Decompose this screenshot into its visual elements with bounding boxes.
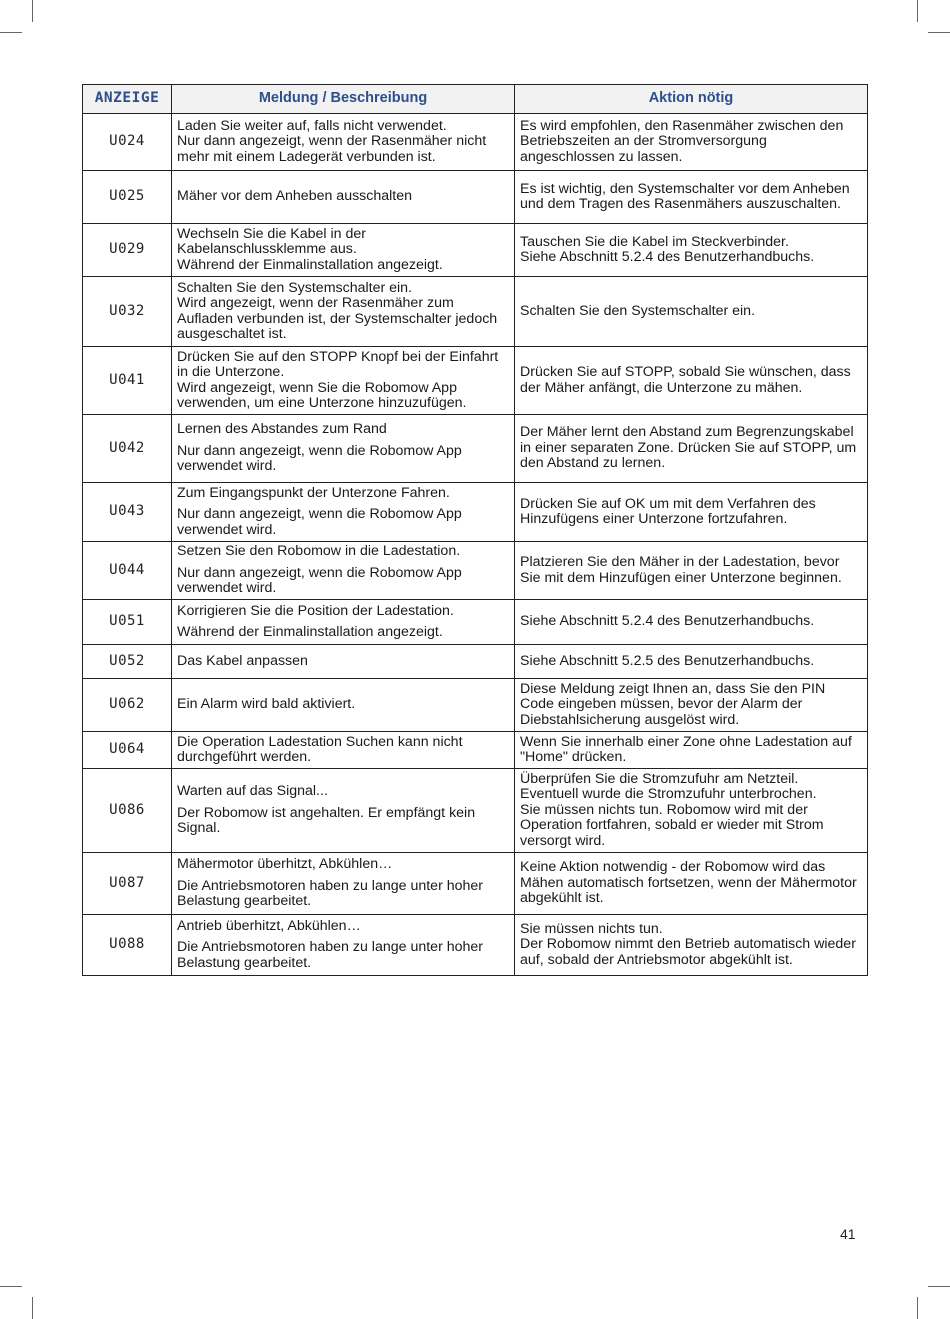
action-cell: [515, 542, 868, 600]
table-row: [83, 679, 868, 732]
header-action: Aktion nötig: [515, 85, 868, 114]
message-text: Setzen Sie den Robomow in die Ladestation.: [177, 543, 461, 560]
message-text: Wechseln Sie die Kabel in der Kabelanschlussklemme aus.: [177, 225, 367, 258]
message-text: Der Robomow ist angehalten. Er empfängt kein Signal.: [177, 804, 476, 837]
message-text: Laden Sie weiter auf, falls nicht verwendet.: [177, 117, 447, 134]
action-cell: [515, 114, 868, 171]
action-cell: [515, 732, 868, 769]
error-code-table: [82, 84, 868, 976]
action-text: Der Robomow nimmt den Betrieb automatisch wieder auf, sobald der Antriebsmotor abgekühlt ist.: [520, 936, 856, 968]
action-text: Sie müssen nichts tun.: [520, 920, 663, 937]
action-text: Überprüfen Sie die Stromzufuhr am Netzteil.: [520, 770, 799, 787]
message-text: Korrigieren Sie die Position der Ladestation.: [177, 602, 454, 619]
display-code: U052: [83, 645, 172, 679]
message-text: Wird angezeigt, wenn der Rasenmäher zum Aufladen verbunden ist, der Systemschalter jedoch ausgeschaltet ist.: [177, 295, 498, 342]
message-cell: [172, 415, 515, 483]
action-text: Diese Meldung zeigt Ihnen an, dass Sie den PIN Code eingeben müssen, bevor der Alarm der Diebstahlsicherung ausgelöst wird.: [520, 680, 826, 728]
crop-mark: [928, 32, 950, 33]
message-text: Nur dann angezeigt, wenn die Robomow App verwendet wird.: [177, 442, 462, 475]
display-code: U044: [83, 542, 172, 600]
display-code: U064: [83, 732, 172, 769]
action-cell: [515, 415, 868, 483]
action-text: Drücken Sie auf STOPP, sobald Sie wünschen, dass der Mäher anfängt, die Unterzone zu mähen.: [520, 364, 851, 396]
message-cell: [172, 542, 515, 600]
table-row: [83, 277, 868, 347]
crop-mark: [917, 1297, 918, 1319]
crop-mark: [0, 1286, 22, 1287]
action-text: Siehe Abschnitt 5.2.4 des Benutzerhandbuchs.: [520, 613, 815, 630]
message-cell: [172, 224, 515, 277]
table-header-row: [83, 85, 868, 114]
message-text: Nur dann angezeigt, wenn die Robomow App verwendet wird.: [177, 506, 462, 538]
action-cell: [515, 347, 868, 415]
message-cell: [172, 769, 515, 853]
display-code: U086: [83, 769, 172, 853]
message-text: Schalten Sie den Systemschalter ein.: [177, 279, 413, 296]
header-message: Meldung / Beschreibung: [172, 85, 515, 114]
message-text: Mäher vor dem Anheben ausschalten: [177, 188, 413, 205]
action-cell: [515, 171, 868, 224]
table-row: [83, 171, 868, 224]
message-text: Drücken Sie auf den STOPP Knopf bei der Einfahrt in die Unterzone.: [177, 348, 499, 380]
message-cell: [172, 347, 515, 415]
message-cell: [172, 732, 515, 769]
message-text: Während der Einmalinstallation angezeigt.: [177, 256, 443, 273]
message-cell: [172, 483, 515, 542]
action-cell: [515, 224, 868, 277]
message-cell: [172, 171, 515, 224]
display-code: U024: [83, 114, 172, 171]
table-row: [83, 769, 868, 853]
crop-mark: [32, 0, 33, 22]
message-cell: [172, 915, 515, 976]
header-display: ANZEIGE: [83, 85, 172, 114]
action-text: Es wird empfohlen, den Rasenmäher zwischen den Betriebszeiten an der Stromversorgung angeschlossen zu lassen.: [520, 117, 844, 165]
display-code: U042: [83, 415, 172, 483]
action-text: Wenn Sie innerhalb einer Zone ohne Ladestation auf "Home" drücken.: [520, 733, 852, 765]
message-text: Mähermotor überhitzt, Abkühlen…: [177, 856, 393, 873]
display-code: U029: [83, 224, 172, 277]
message-text: Zum Eingangspunkt der Unterzone Fahren.: [177, 484, 450, 501]
message-text: Das Kabel anpassen: [177, 652, 308, 669]
page-number: 41: [840, 1226, 856, 1242]
crop-mark: [0, 32, 22, 33]
message-cell: [172, 645, 515, 679]
message-text: Die Antriebsmotoren haben zu lange unter hoher Belastung gearbeitet.: [177, 939, 484, 971]
message-text: Antrieb überhitzt, Abkühlen…: [177, 917, 361, 934]
table-row: [83, 645, 868, 679]
message-cell: [172, 679, 515, 732]
action-cell: [515, 853, 868, 915]
message-cell: [172, 114, 515, 171]
action-cell: [515, 600, 868, 645]
message-cell: [172, 853, 515, 915]
table-row: [83, 542, 868, 600]
message-text: Lernen des Abstandes zum Rand: [177, 421, 387, 438]
crop-mark: [917, 0, 918, 22]
message-text: Nur dann angezeigt, wenn der Rasenmäher nicht mehr mit einem Ladegerät verbunden ist.: [177, 133, 487, 165]
crop-mark: [928, 1286, 950, 1287]
message-text: Wird angezeigt, wenn Sie die Robomow App verwenden, um eine Unterzone hinzuzufügen.: [177, 379, 467, 411]
action-cell: [515, 769, 868, 853]
display-code: U087: [83, 853, 172, 915]
table-row: [83, 853, 868, 915]
action-text: Siehe Abschnitt 5.2.5 des Benutzerhandbuchs.: [520, 652, 815, 669]
message-cell: [172, 600, 515, 645]
message-text: Warten auf das Signal...: [177, 783, 328, 800]
table-row: [83, 600, 868, 645]
table-row: [83, 732, 868, 769]
action-text: Keine Aktion notwendig - der Robomow wird das Mähen automatisch fortsetzen, wenn der Mähermotor abgekühlt ist.: [520, 859, 857, 907]
action-text: Tauschen Sie die Kabel im Steckverbinder.: [520, 233, 789, 250]
display-code: U088: [83, 915, 172, 976]
table-row: [83, 114, 868, 171]
message-cell: [172, 277, 515, 347]
action-cell: [515, 679, 868, 732]
action-text: Siehe Abschnitt 5.2.4 des Benutzerhandbuchs.: [520, 249, 815, 265]
action-text: Schalten Sie den Systemschalter ein.: [520, 302, 756, 319]
table-row: [83, 224, 868, 277]
message-text: Die Operation Ladestation Suchen kann nicht durchgeführt werden.: [177, 733, 463, 765]
crop-mark: [32, 1297, 33, 1319]
action-cell: [515, 645, 868, 679]
table-row: [83, 483, 868, 542]
action-text: Der Mäher lernt den Abstand zum Begrenzungskabel in einer separaten Zone. Drücken Sie auf STOPP, um den Abstand zu lernen.: [520, 424, 857, 472]
display-code: U041: [83, 347, 172, 415]
action-text: Sie müssen nichts tun. Robomow wird mit der Operation fortfahren, sobald er wieder mit Strom versorgt wird.: [520, 801, 824, 849]
display-code: U043: [83, 483, 172, 542]
display-code: U051: [83, 600, 172, 645]
display-code: U025: [83, 171, 172, 224]
action-text: Platzieren Sie den Mäher in der Ladestation, bevor Sie mit dem Hinzufügen einer Unterzone beginnen.: [520, 554, 842, 586]
display-code: U032: [83, 277, 172, 347]
action-cell: [515, 483, 868, 542]
message-text: Nur dann angezeigt, wenn die Robomow App verwendet wird.: [177, 564, 462, 597]
action-text: Es ist wichtig, den Systemschalter vor dem Anheben und dem Tragen des Rasenmähers auszuschalten.: [520, 180, 850, 212]
table-row: [83, 347, 868, 415]
display-code: U062: [83, 679, 172, 732]
table-row: [83, 915, 868, 976]
message-text: Die Antriebsmotoren haben zu lange unter hoher Belastung gearbeitet.: [177, 877, 484, 910]
table-body: [83, 114, 868, 976]
action-text: Drücken Sie auf OK um mit dem Verfahren des Hinzufügens einer Unterzone fortzufahren.: [520, 495, 816, 527]
table-row: [83, 415, 868, 483]
action-cell: [515, 915, 868, 976]
action-text: Eventuell wurde die Stromzufuhr unterbrochen.: [520, 786, 817, 803]
action-cell: [515, 277, 868, 347]
message-text: Während der Einmalinstallation angezeigt.: [177, 624, 443, 640]
message-text: Ein Alarm wird bald aktiviert.: [177, 696, 356, 713]
